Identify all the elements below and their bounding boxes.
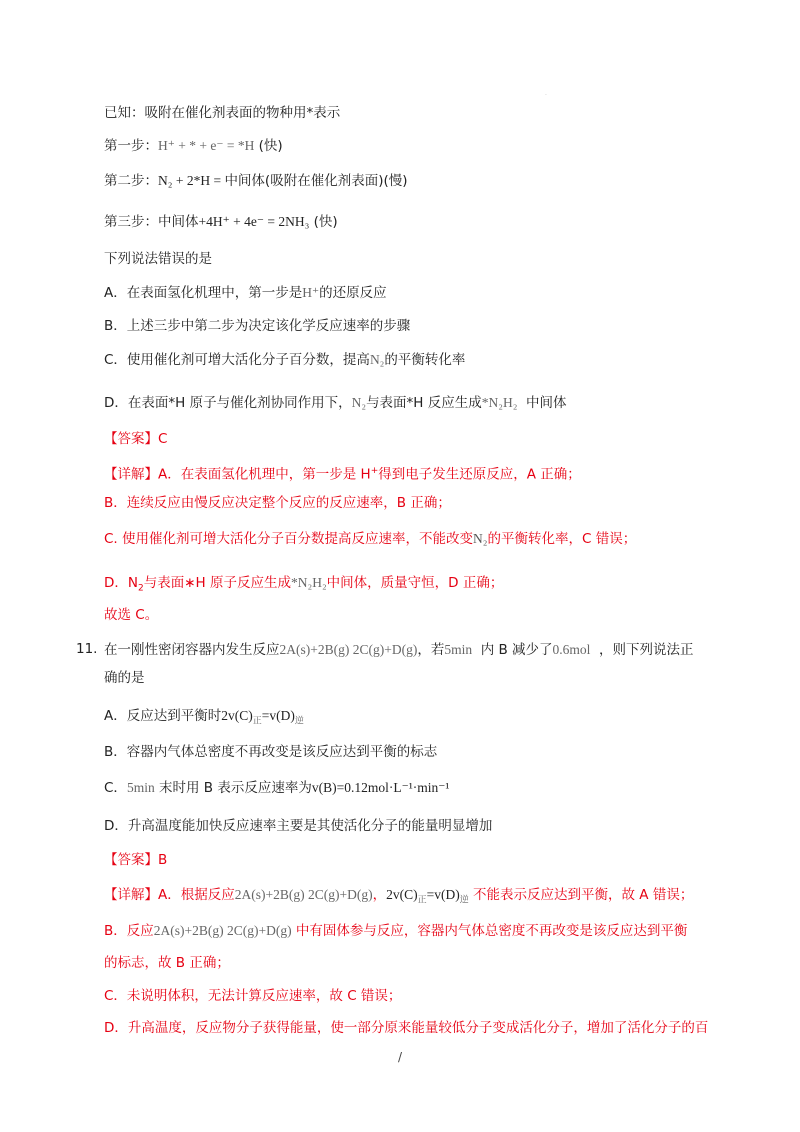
q11-detail-a-sub-2: 逆 [459, 895, 469, 906]
q11-detail-c: C．未说明体积，无法计算反应速率，故 C 错误； [104, 988, 402, 1004]
q10-option-d [104, 394, 567, 412]
q10-option-c-formula: N₂ [369, 352, 385, 367]
q11-stem-tail: ，则下列说法正 [599, 642, 694, 658]
q11-detail-a-sub-1: 正 [417, 895, 427, 906]
q11-stem-mid: 内 B 减少了 [480, 642, 553, 658]
q10-detail-c-tail: 的平衡转化率，C 错误； [487, 531, 637, 547]
step-2-prefix: 第二步： [104, 173, 158, 189]
q11-detail-a [104, 886, 693, 910]
q11-detail-b-line-2: 的标志，故 B 正确； [104, 955, 230, 971]
q10-detail-d-formula: *N₂H₂ [291, 575, 327, 590]
q10-option-c-text: C．使用催化剂可增大活化分子百分数，提高 [104, 352, 370, 368]
step-1-suffix: (快) [254, 138, 283, 154]
q10-option-a-tail: 的还原反应 [319, 285, 387, 301]
q11-detail-a-formula: 2v(C) [386, 887, 418, 902]
step-3-prefix: 第三步： [104, 214, 158, 230]
q10-detail-a [104, 462, 581, 484]
q11-detail-a-formula-2: =v(D) [426, 887, 460, 902]
q11-detail-b [104, 922, 687, 940]
step-3-suffix: (快) [309, 214, 338, 230]
q11-number: 11. [76, 641, 98, 657]
q11-detail-d: D．升高温度，反应物分子获得能量，使一部分原来能量较低分子变成活化分子，增加了活化分子的百 [104, 1020, 709, 1036]
q10-detail-b: B．连续反应由慢反应决定整个反应的反应速率，B 正确； [104, 495, 451, 511]
q11-stem-text: 在一刚性密闭容器内发生反应 [104, 642, 280, 658]
step-1-prefix: 第一步： [104, 138, 158, 154]
q11-stem-comma: ，若 [417, 642, 445, 658]
q10-option-d-formula: N₂ [351, 395, 367, 410]
q11-detail-b-text: B．反应 [104, 923, 154, 939]
q10-detail-d-text: D．N [104, 575, 138, 591]
q10-answer: 【答案】C [104, 431, 168, 447]
q11-option-a-text: A．反应达到平衡时 [104, 708, 222, 724]
q10-prompt: 下列说法错误的是 [104, 251, 212, 267]
q10-detail-c-text: C. 使用催化剂可增大活化分子百分数提高反应速率，不能改变 [104, 531, 474, 547]
q11-stem-line-2: 确的是 [104, 670, 145, 686]
q11-detail-a-equation: 2A(s)+2B(g) 2C(g)+D(g) [234, 887, 373, 902]
q10-detail-c [104, 530, 636, 548]
q11-option-a-formula: 2v(C) [221, 708, 253, 723]
q10-option-a-text: A．在表面氢化机理中，第一步是 [104, 285, 303, 301]
q10-option-a-formula: H⁺ [302, 285, 320, 300]
step-1 [104, 137, 283, 155]
q10-detail-c-formula: N₂ [473, 531, 488, 546]
step-1-formula: H⁺ + * + e⁻ = *H [158, 138, 255, 153]
known-line: 已知：吸附在催化剂表面的物种用*表示 [104, 105, 341, 121]
q11-stem-time: 5min [444, 642, 473, 657]
q10-option-b: B．上述三步中第二步为决定该化学反应速率的步骤 [104, 318, 411, 334]
q11-detail-b-tail: 中有固体参与反应，容器内气体总密度不再改变是该反应达到平衡 [295, 923, 688, 939]
q11-option-b: B．容器内气体总密度不再改变是该反应达到平衡的标志 [104, 744, 438, 760]
q10-option-c [104, 351, 465, 369]
step-3 [104, 213, 338, 231]
scan-mark: · [545, 92, 547, 99]
q11-option-c-mid: 末时用 B 表示反应速率为 [159, 780, 312, 796]
q11-option-a [104, 707, 304, 731]
q11-option-a-sub-2: 逆 [294, 716, 304, 727]
q11-stem-amount: 0.6mol [552, 642, 591, 657]
q11-option-c-formula: v(B)=0.12mol·L⁻¹·min⁻¹ [311, 780, 450, 795]
q11-detail-a-tail: 不能表示反应达到平衡，故 A 错误； [468, 887, 694, 903]
q11-detail-b-equation: 2A(s)+2B(g) 2C(g)+D(g) [153, 923, 292, 938]
step-2-formula: N₂ + 2*H = [158, 173, 225, 188]
page-footer: / [398, 1050, 403, 1064]
q11-stem [104, 641, 694, 659]
q11-option-a-formula-2: =v(D) [261, 708, 295, 723]
q11-option-d: D．升高温度能加快反应速率主要是其使活化分子的能量明显增加 [104, 818, 493, 834]
q10-option-d-tail: 中间体 [526, 395, 567, 411]
q10-option-c-tail: 的平衡转化率 [384, 352, 466, 368]
step-3-formula: +4H⁺ + 4e⁻ = 2NH₃ [198, 214, 310, 229]
q10-option-d-mid: 与表面*H 反应生成 [366, 395, 482, 411]
q10-detail-d [104, 574, 503, 598]
q10-detail-d-sub: 2 [138, 583, 144, 594]
q10-detail-d-tail: 中间体，质量守恒，D 正确； [326, 575, 504, 591]
q11-detail-a-text: 【详解】A．根据反应 [104, 887, 235, 903]
q10-detail-d-mid: 与表面∗H 原子反应生成 [143, 575, 291, 591]
q11-option-c-text: C． [104, 780, 127, 796]
q10-option-d-text: D．在表面*H 原子与催化剂协同作用下， [104, 395, 352, 411]
q10-detail-conclusion: 故选 C。 [104, 607, 159, 623]
q11-option-c [104, 779, 449, 797]
q10-option-d-formula-2: *N₂H₂ [481, 395, 518, 410]
q10-detail-a-text: 【详解】A．在表面氢化机理中，第一步是 H [104, 466, 371, 483]
q11-option-c-time: 5min [126, 780, 155, 795]
q11-option-a-sub-1: 正 [252, 716, 262, 727]
q10-detail-a-sup: + [370, 466, 379, 476]
q11-stem-equation: 2A(s)+2B(g) 2C(g)+D(g) [279, 642, 418, 657]
q11-answer: 【答案】B [104, 852, 168, 868]
q10-detail-a-tail: 得到电子发生还原反应，A 正确； [378, 466, 581, 483]
step-2 [104, 172, 408, 190]
q11-detail-a-comma: ， [372, 887, 387, 903]
step-3-mid: 中间体 [158, 214, 199, 230]
step-2-suffix: 中间体(吸附在催化剂表面)(慢) [224, 173, 408, 189]
q10-option-a [104, 284, 387, 302]
